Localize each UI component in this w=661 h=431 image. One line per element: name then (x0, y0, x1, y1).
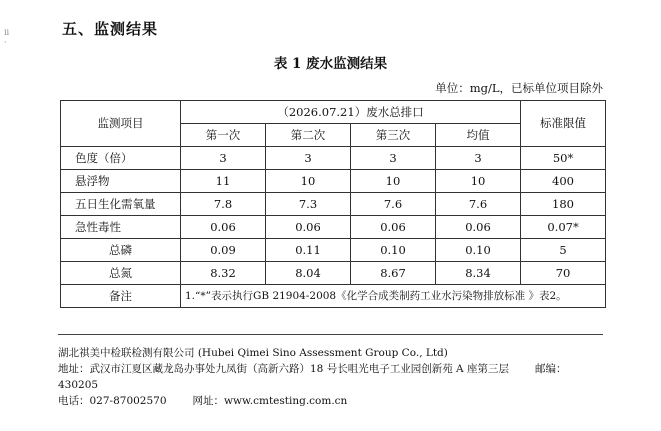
row-value: 7.6 (351, 193, 436, 216)
table-row (61, 262, 606, 285)
footer-postcode: 邮编：430205 (58, 363, 567, 391)
note-row (61, 285, 606, 308)
subheader-mean: 均值 (436, 124, 521, 147)
row-item: 总氮 (61, 262, 181, 285)
table-row (61, 193, 606, 216)
row-value: 0.10 (351, 239, 436, 262)
subheader-1: 第一次 (181, 124, 266, 147)
row-mean: 8.34 (436, 262, 521, 285)
row-limit: 50* (521, 147, 606, 170)
row-value: 8.04 (266, 262, 351, 285)
table-row (61, 170, 606, 193)
row-value: 3 (266, 147, 351, 170)
row-limit: 70 (521, 262, 606, 285)
subheader-3: 第三次 (351, 124, 436, 147)
row-value: 3 (181, 147, 266, 170)
row-value: 0.06 (181, 216, 266, 239)
row-value: 7.8 (181, 193, 266, 216)
subheader-2: 第二次 (266, 124, 351, 147)
table-title: 表 1 废水监测结果 (273, 56, 388, 72)
row-limit: 180 (521, 193, 606, 216)
footer-contact-line (58, 393, 603, 409)
note-text: 1.“*”表示执行GB 21904-2008《化学合成类制药工业水污染物排放标准 》表2。 (181, 285, 606, 308)
row-item: 五日生化需氧量 (61, 193, 181, 216)
note-label: 备注 (61, 285, 181, 308)
row-value: 10 (266, 170, 351, 193)
results-table (60, 100, 606, 308)
table-row (61, 216, 606, 239)
row-mean: 0.10 (436, 239, 521, 262)
row-value: 8.32 (181, 262, 266, 285)
section-title: 五、监测结果 (62, 20, 159, 38)
table-row (61, 239, 606, 262)
row-value: 0.06 (266, 216, 351, 239)
row-item: 色度（倍） (61, 147, 181, 170)
row-limit: 5 (521, 239, 606, 262)
row-value: 8.67 (351, 262, 436, 285)
row-value: 0.06 (351, 216, 436, 239)
row-value: 11 (181, 170, 266, 193)
row-value: 0.11 (266, 239, 351, 262)
document-footer (58, 334, 603, 409)
row-item: 急性毒性 (61, 216, 181, 239)
row-item: 总磷 (61, 239, 181, 262)
footer-website: 网址：www.cmtesting.com.cn (192, 395, 348, 407)
limit-header: 标准限值 (521, 101, 606, 147)
footer-phone: 电话：027-87002570 (58, 395, 167, 407)
unit-note: 单位：mg/L，已标单位项目除外 (435, 81, 603, 95)
row-mean: 3 (436, 147, 521, 170)
group-header: （2026.07.21）废水总排口 (181, 101, 521, 124)
row-mean: 0.06 (436, 216, 521, 239)
table-row (61, 147, 606, 170)
header-row (61, 101, 606, 124)
row-limit: 400 (521, 170, 606, 193)
row-mean: 10 (436, 170, 521, 193)
row-value: 7.3 (266, 193, 351, 216)
row-value: 10 (351, 170, 436, 193)
item-header: 监测项目 (61, 101, 181, 147)
footer-address: 地址：武汉市江夏区藏龙岛办事处九凤街（高新六路）18 号长咀光电子工业园创新苑 A 座第三层 (58, 363, 509, 375)
row-value: 0.09 (181, 239, 266, 262)
margin-scan-mark: ⅱ · (4, 28, 10, 47)
row-mean: 7.6 (436, 193, 521, 216)
row-item: 悬浮物 (61, 170, 181, 193)
row-value: 3 (351, 147, 436, 170)
row-limit: 0.07* (521, 216, 606, 239)
footer-company: 湖北祺美中检联检测有限公司 (Hubei Qimei Sino Assessment Group Co., Ltd) (58, 347, 448, 359)
footer-address-line (58, 361, 603, 393)
